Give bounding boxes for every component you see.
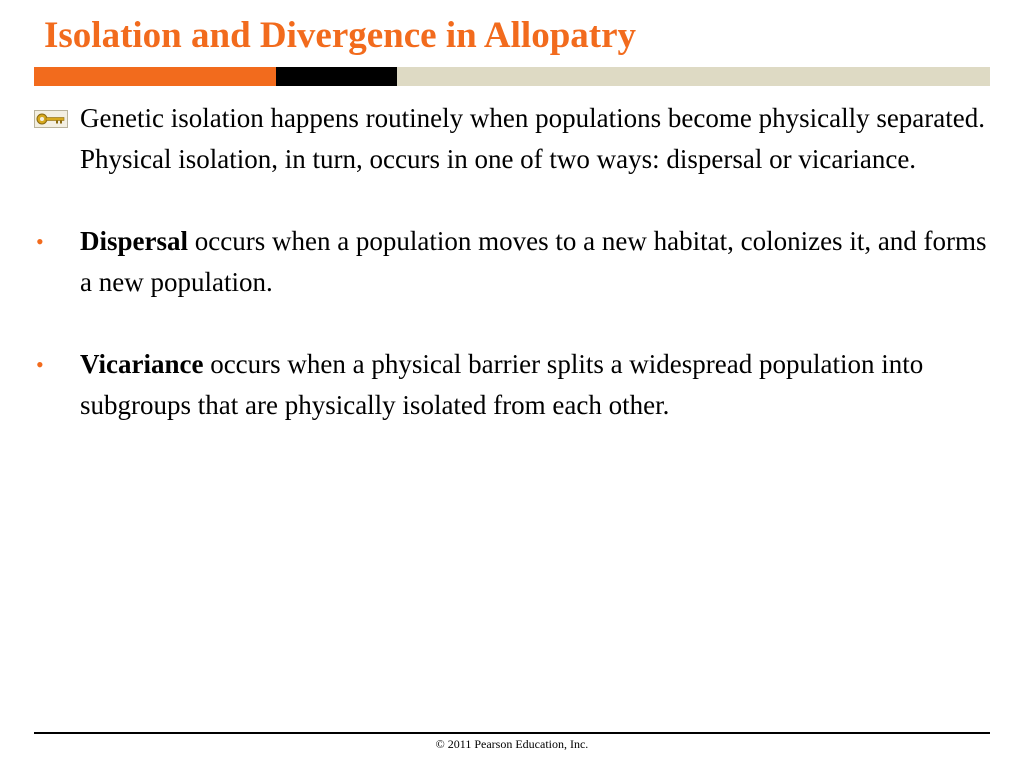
footer-divider <box>34 732 990 734</box>
footer-copyright: © 2011 Pearson Education, Inc. <box>435 737 589 751</box>
term-dispersal: Dispersal <box>80 226 188 256</box>
bullet-item-vicariance <box>34 344 994 426</box>
bullet-text <box>80 226 987 297</box>
title-bar-orange <box>34 67 276 86</box>
term-vicariance: Vicariance <box>80 349 204 379</box>
bullet-list <box>34 98 994 426</box>
title-bar-black <box>276 67 397 86</box>
key-icon <box>34 98 74 139</box>
bullet-text <box>80 349 923 420</box>
bullet-item-genetic-isolation <box>34 98 994 180</box>
title-bar-beige <box>397 67 990 86</box>
definition-dispersal: occurs when a population moves to a new habitat, colonizes it, and forms a new population. <box>80 226 987 297</box>
bullet-text: Genetic isolation happens routinely when populations become physically separated. Physical isolation, in turn, occurs in one of two ways: dispersal or vicariance. <box>80 103 986 174</box>
bullet-dot: • <box>36 229 44 254</box>
slide-title: Isolation and Divergence in Allopatry <box>44 15 637 56</box>
bullet-item-dispersal <box>34 221 994 303</box>
definition-vicariance: occurs when a physical barrier splits a widespread population into subgroups that are physically isolated from each other. <box>80 349 924 420</box>
bullet-dot: • <box>36 352 44 377</box>
